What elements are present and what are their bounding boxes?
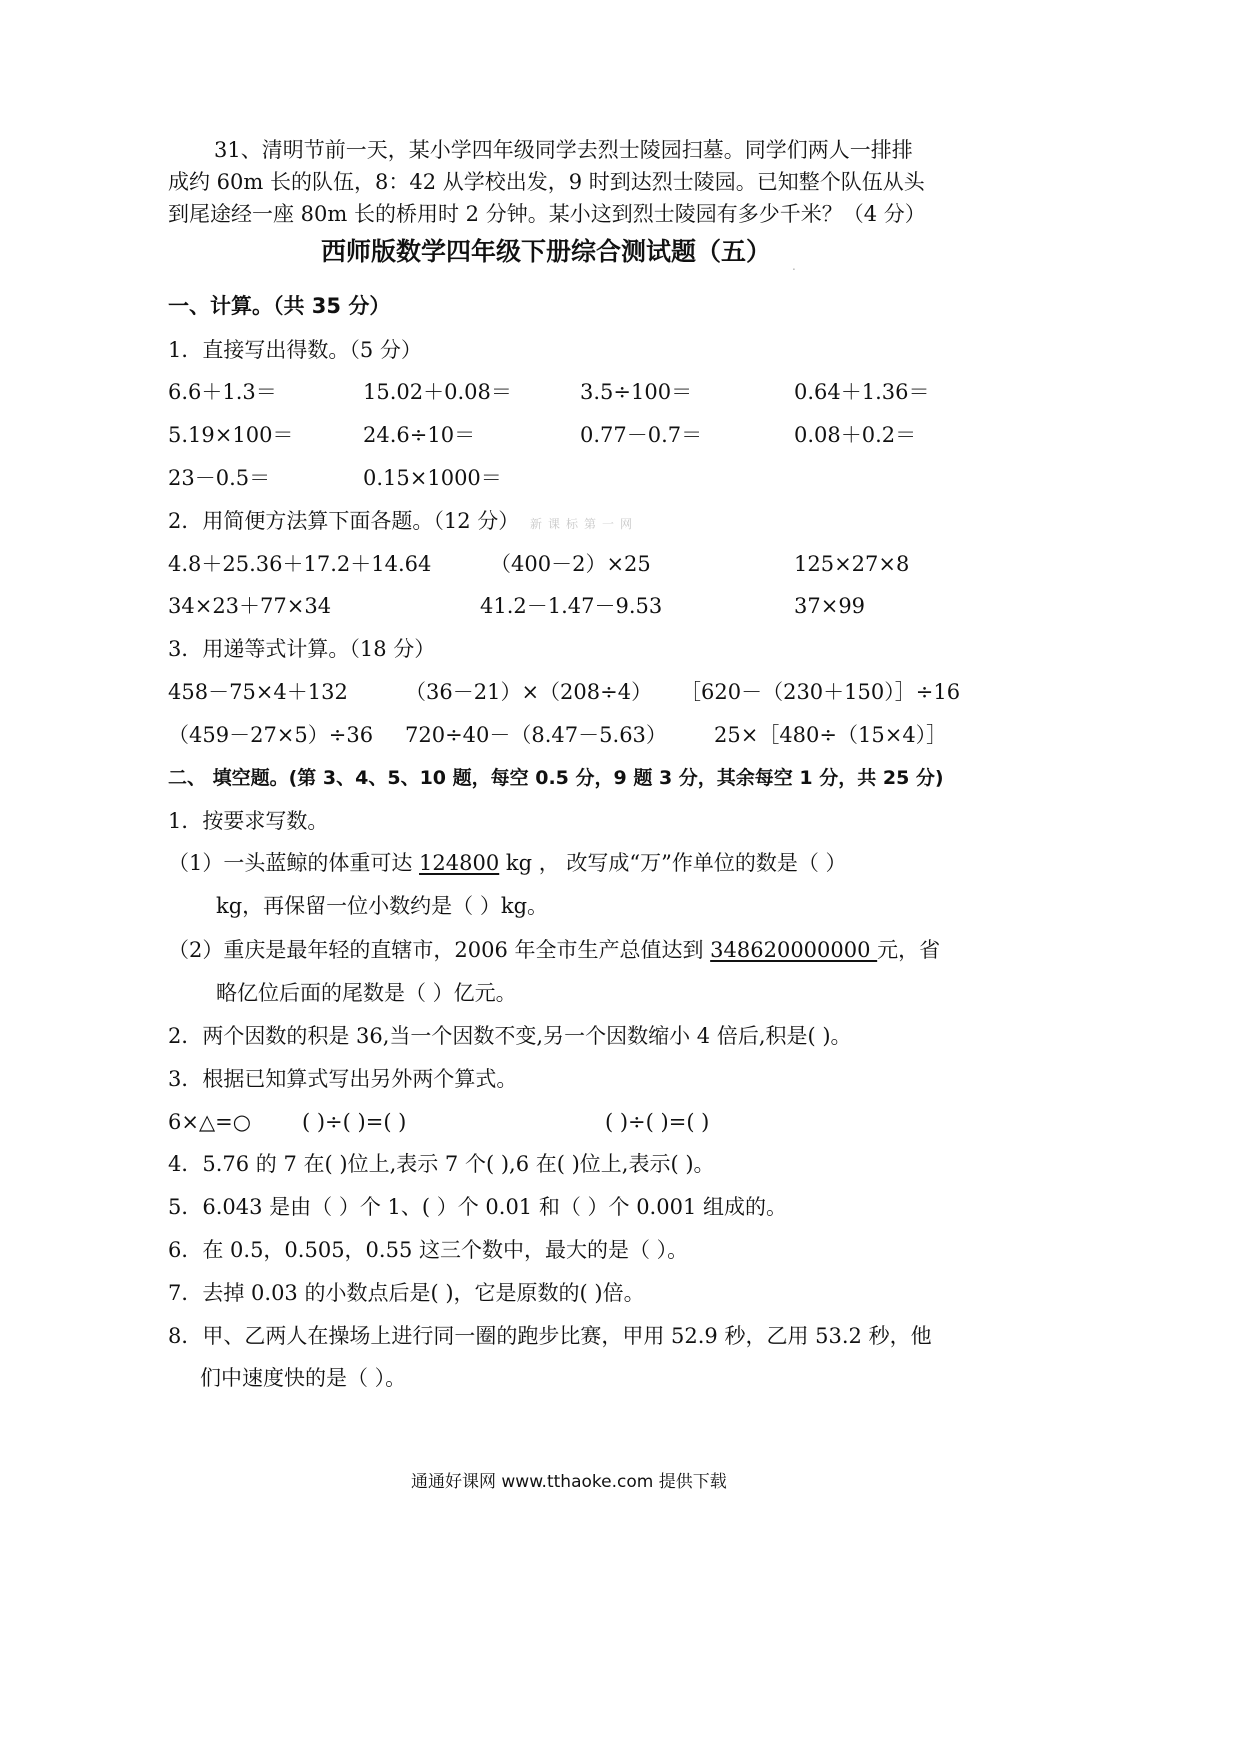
footer-text: 通通好课网 www.tthaoke.com 提供下载: [411, 1472, 727, 1492]
calc-item: 23－0.5＝: [168, 466, 271, 490]
calc-item: 3.5÷100＝: [580, 380, 693, 404]
s2-q2: 2．两个因数的积是 36,当一个因数不变,另一个因数缩小 4 倍后,积是( )。: [168, 1024, 852, 1048]
stepwise-item: ［620－（230＋150）］÷16: [680, 680, 961, 704]
s2-q3-given: 6×△=○: [168, 1110, 252, 1134]
s2-q1-sub1-line2: kg，再保留一位小数约是（ ）kg。: [216, 894, 549, 918]
stepwise-item: 720÷40－（8.47－5.63）: [405, 723, 667, 747]
s2-q1-label: 1．按要求写数。: [168, 809, 329, 833]
s2-q3-blank-2: ( )÷( )=( ): [605, 1110, 710, 1134]
calc-item: 0.64＋1.36＝: [794, 380, 930, 404]
section1-heading: 一、计算。（共 35 分）: [168, 294, 391, 318]
s2-q1-sub2-line2: 略亿位后面的尾数是（ ）亿元。: [216, 981, 517, 1005]
stepwise-item: （36－21）×（208÷4）: [405, 680, 653, 704]
s2-q4: 4．5.76 的 7 在( )位上,表示 7 个( ),6 在( )位上,表示( )。: [168, 1152, 715, 1176]
s2-q1-sub2-line1: [168, 934, 940, 966]
text: （2）重庆是最年轻的直辖市，2006 年全市生产总值达到: [168, 938, 711, 962]
q31-line-1: 31、清明节前一天，某小学四年级同学去烈士陵园扫墓。同学们两人一排排: [214, 138, 913, 162]
calc-item: 0.08＋0.2＝: [794, 423, 917, 447]
stepwise-item: （459－27×5）÷36: [168, 723, 374, 747]
calc-item: 6.6＋1.3＝: [168, 380, 277, 404]
simplify-item: 41.2－1.47－9.53: [480, 594, 663, 618]
s2-q5: 5．6.043 是由（ ）个 1、( ）个 0.01 和（ ）个 0.001 组成的。: [168, 1195, 787, 1219]
title-mark: .: [792, 259, 796, 273]
calc-item: 0.15×1000＝: [363, 466, 502, 490]
s2-q8-line2: 们中速度快的是（ ）。: [200, 1366, 407, 1390]
s2-q1-sub1-line1: [168, 847, 847, 879]
text: kg ， 改写成“万”作单位的数是（ ）: [499, 851, 847, 875]
s2-q6: 6．在 0.5，0.505，0.55 这三个数中，最大的是（ ）。: [168, 1238, 689, 1262]
s2-q3-blank-1: ( )÷( )=( ): [302, 1110, 407, 1134]
calc-item: 15.02＋0.08＝: [363, 380, 512, 404]
simplify-item: 34×23＋77×34: [168, 594, 332, 618]
calc-item: 24.6÷10＝: [363, 423, 476, 447]
simplify-item: 125×27×8: [794, 552, 910, 576]
simplify-item: （400－2）×25: [490, 552, 651, 576]
s1-q2-label: 2．用简便方法算下面各题。（12 分）: [168, 509, 520, 533]
section2-heading: 二、 填空题。(第 3、4、5、10 题，每空 0.5 分，9 题 3 分，其余每空 1 分，共 25 分): [168, 767, 944, 789]
calc-item: 5.19×100＝: [168, 423, 294, 447]
text: 元，省: [877, 938, 941, 962]
calc-item: 0.77－0.7＝: [580, 423, 703, 447]
underlined-number: 348620000000: [710, 938, 878, 962]
stepwise-item: 25×［480÷（15×4）］: [714, 723, 948, 747]
q31-line-3: 到尾途经一座 80m 长的桥用时 2 分钟。某小这到烈士陵园有多少千米？（4 分）: [168, 202, 926, 226]
underlined-number: 124800: [419, 851, 500, 875]
q31-line-2: 成约 60m 长的队伍，8：42 从学校出发，9 时到达烈士陵园。已知整个队伍从头: [168, 170, 925, 194]
s2-q3-label: 3．根据已知算式写出另外两个算式。: [168, 1067, 518, 1091]
page-title: 西师版数学四年级下册综合测试题（五）: [321, 237, 772, 266]
s2-q8-line1: 8．甲、乙两人在操场上进行同一圈的跑步比赛，甲用 52.9 秒，乙用 53.2 秒，他: [168, 1324, 932, 1348]
stepwise-item: 458－75×4＋132: [168, 680, 348, 704]
s2-q7: 7．去掉 0.03 的小数点后是( )，它是原数的( )倍。: [168, 1281, 645, 1305]
simplify-item: 37×99: [794, 594, 866, 618]
s1-q1-label: 1．直接写出得数。（5 分）: [168, 338, 422, 362]
text: （1）一头蓝鲸的体重可达: [168, 851, 420, 875]
simplify-item: 4.8＋25.36＋17.2＋14.64: [168, 552, 432, 576]
watermark-text: 新课标第一网: [530, 517, 639, 531]
s1-q3-label: 3．用递等式计算。（18 分）: [168, 637, 436, 661]
